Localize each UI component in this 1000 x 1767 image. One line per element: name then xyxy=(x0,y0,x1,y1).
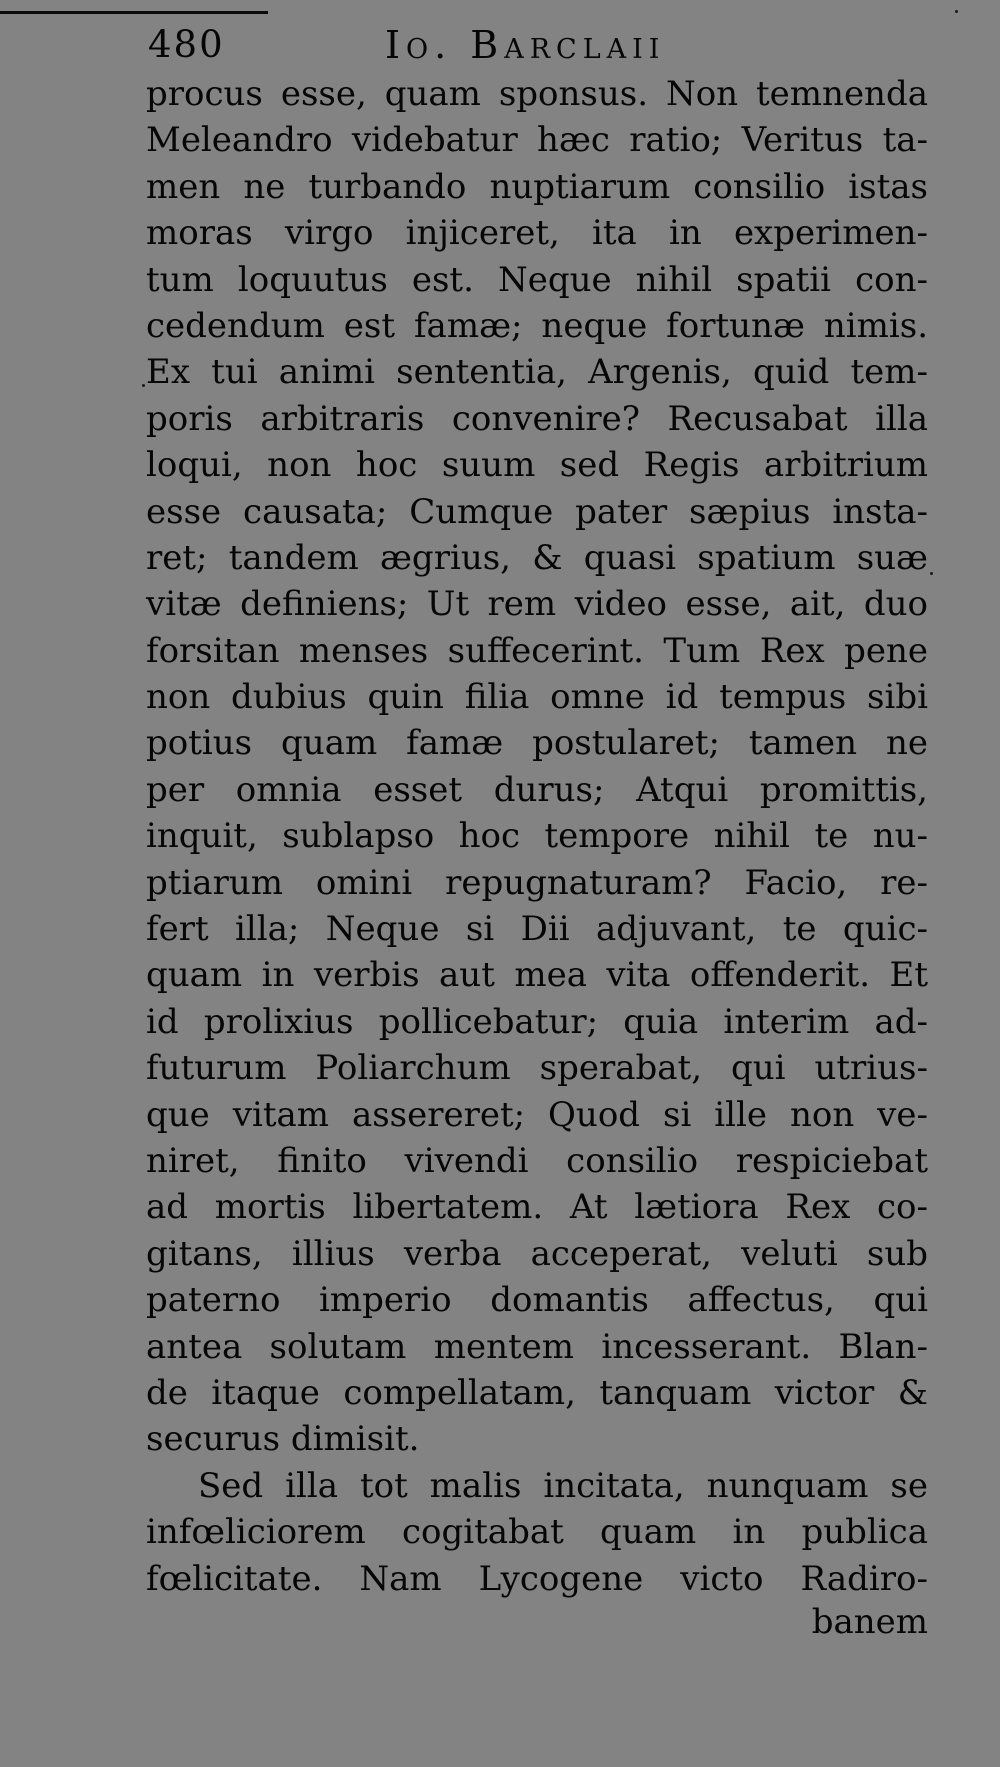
text-line: moras virgo injiceret, ita in experimen- xyxy=(146,213,928,254)
text-line: antea solutam mentem incesserant. Blan- xyxy=(146,1326,928,1367)
text-line: Ex tui animi sententia, Argenis, quid tem- xyxy=(146,352,928,393)
text-line: ad mortis libertatem. At lætiora Rex co- xyxy=(146,1187,928,1228)
text-line: procus esse, quam sponsus. Non temnenda xyxy=(146,74,928,114)
text-line: ptiarum omini repugnaturam? Facio, re- xyxy=(146,862,928,903)
text-line: id prolixius pollicebatur; quia interim ad- xyxy=(146,1001,928,1042)
text-line: men ne turbando nuptiarum consilio istas xyxy=(146,166,928,207)
text-line: niret, finito vivendi consilio respiciebat xyxy=(146,1140,928,1181)
text-line: tum loquutus est. Neque nihil spatii con- xyxy=(146,259,928,300)
text-line: que vitam assereret; Quod si ille non ve- xyxy=(146,1094,928,1135)
text-line: loqui, non hoc suum sed Regis arbitrium xyxy=(146,445,928,486)
text-line: esse causata; Cumque pater sæpius insta- xyxy=(146,491,928,532)
text-line: non dubius quin filia omne id tempus sibi xyxy=(146,677,928,718)
text-line: quam in verbis aut mea vita offenderit. Et xyxy=(146,955,928,996)
text-line: Meleandro videbatur hæc ratio; Veritus ta- xyxy=(146,120,928,161)
text-line: gitans, illius verba acceperat, veluti sub xyxy=(146,1233,928,1274)
text-line: poris arbitraris convenire? Recusabat illa xyxy=(146,398,928,439)
running-head: Io. Barclaii xyxy=(385,23,666,67)
text-line: forsitan menses suffecerint. Tum Rex pene xyxy=(146,630,928,671)
ink-speck xyxy=(955,10,958,13)
catchword: banem xyxy=(811,1602,928,1642)
page-header xyxy=(148,14,948,74)
text-line: de itaque compellatam, tanquam victor & xyxy=(146,1372,928,1413)
text-line: ret; tandem ægrius, & quasi spatium suæ xyxy=(146,537,928,578)
page-number: 480 xyxy=(148,23,225,66)
text-line: inquit, sublapso hoc tempore nihil te nu- xyxy=(146,816,928,857)
text-line: infœliciorem cogitabat quam in publica xyxy=(146,1512,928,1553)
text-line: cedendum est famæ; neque fortunæ nimis. xyxy=(146,305,928,346)
text-line: potius quam famæ postularet; tamen ne xyxy=(146,723,928,764)
paragraph-start-line: Sed illa tot malis incitata, nunquam se xyxy=(198,1465,928,1506)
text-line: fœlicitate. Nam Lycogene victo Radiro- xyxy=(146,1558,928,1599)
text-line: paterno imperio domantis affectus, qui xyxy=(146,1280,928,1321)
ink-speck xyxy=(142,384,145,387)
text-line: fert illa; Neque si Dii adjuvant, te quic- xyxy=(146,909,928,950)
text-line: futurum Poliarchum sperabat, qui utrius- xyxy=(146,1048,928,1089)
text-line: per omnia esset durus; Atqui promittis, xyxy=(146,769,928,810)
text-line: vitæ definiens; Ut rem video esse, ait, duo xyxy=(146,584,928,625)
text-line: securus dimisit. xyxy=(146,1419,420,1460)
body-text xyxy=(146,71,928,1602)
ink-speck xyxy=(930,572,933,575)
